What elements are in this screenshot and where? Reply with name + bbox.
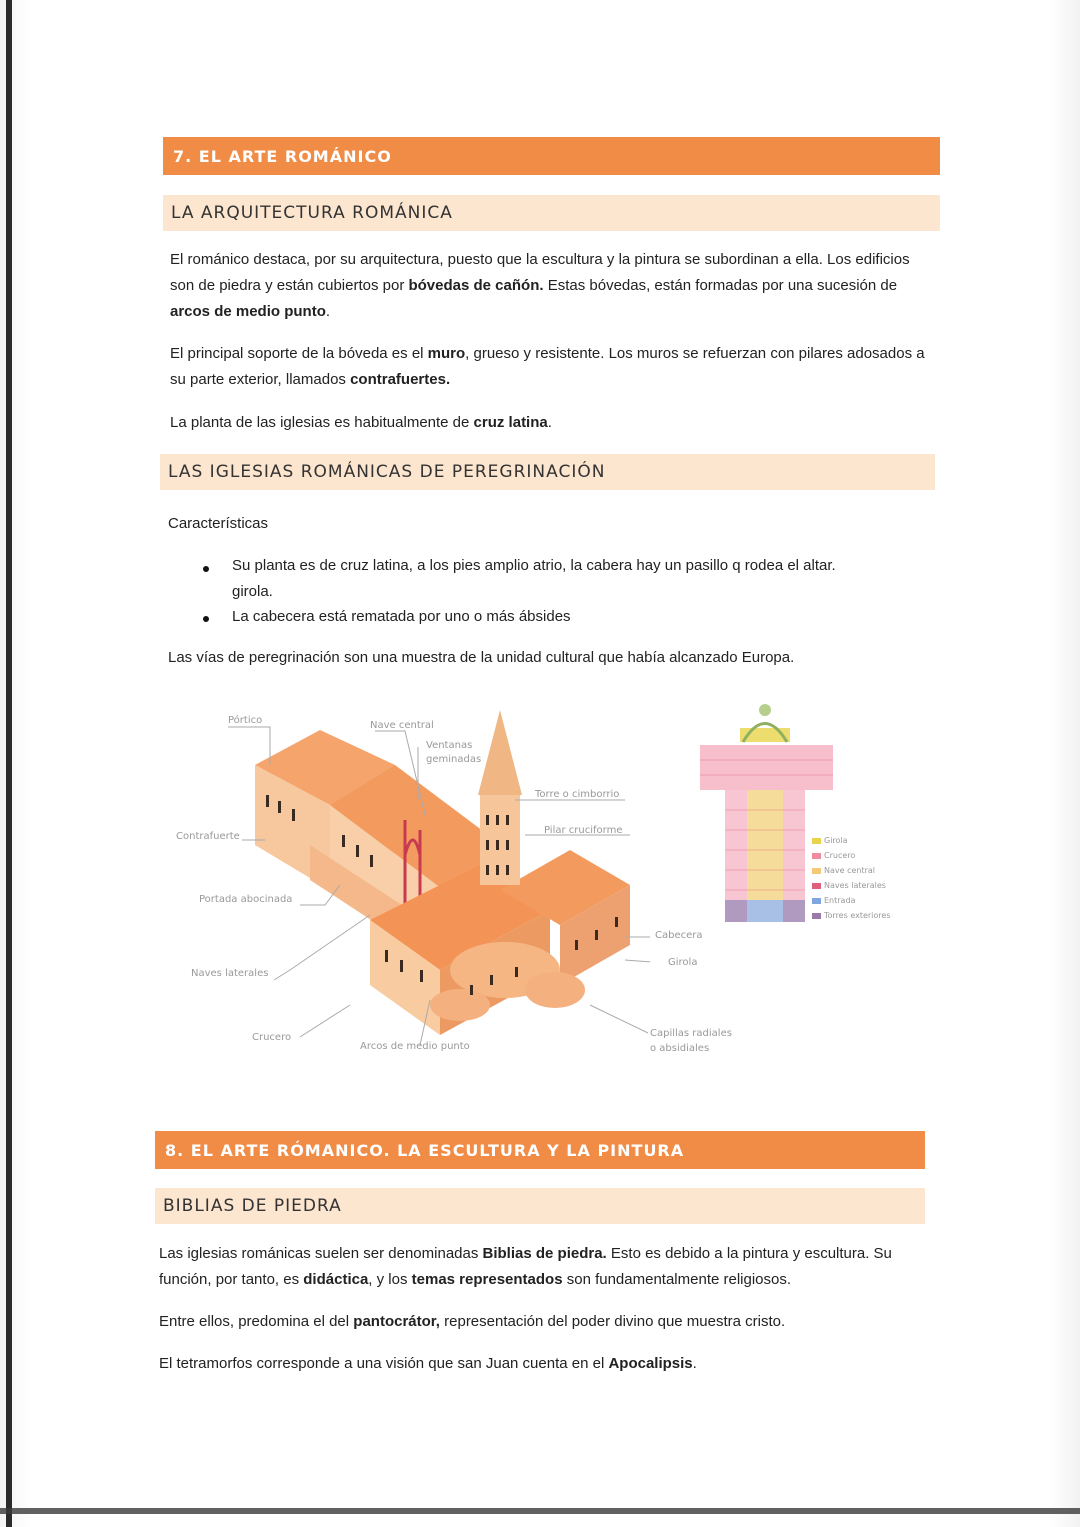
label-girola: Girola (668, 957, 698, 968)
label-cabecera: Cabecera (655, 930, 703, 941)
label-portada: Portada abocinada (199, 894, 293, 905)
legend-item: Crucero (812, 851, 855, 860)
label-contrafuerte: Contrafuerte (176, 831, 240, 842)
paragraph-arquitectura-1: El románico destaca, por su arquitectura, puesto que la escultura y la pintura se subordinan a ella. Los edificios son de piedra y están cubiertos por bóvedas de cañón. Estas bóvedas, están formadas por una sucesión de arcos de medio punto. (170, 251, 910, 320)
bullet-1-line-2: girola. (232, 583, 273, 600)
label-ventanas: Ventanas (426, 740, 473, 751)
paragraph-vias-peregrinacion: Las vías de peregrinación son una muestra de la unidad cultural que había alcanzado Europa. (168, 649, 795, 666)
label-pilar: Pilar cruciforme (544, 825, 623, 836)
paragraph-biblias-1: Las iglesias románicas suelen ser denominadas Biblias de piedra. Esto es debido a la pintura y escultura. Su función, por tanto, es didáctica, y los temas representados son fundamentalmente religiosos. (159, 1245, 892, 1288)
label-crucero: Crucero (252, 1032, 292, 1043)
bullet-1-line-1: Su planta es de cruz latina, a los pies amplio atrio, la cabera hay un pasillo q rodea el altar. (232, 557, 836, 574)
section-8-title: 8. EL ARTE RÓMANICO. LA ESCULTURA Y LA PINTURA (155, 1131, 925, 1169)
legend-item: Torres exteriores (812, 911, 891, 920)
paragraph-biblias-2: Entre ellos, predomina el del pantocrátor, representación del poder divino que muestra cristo. (159, 1313, 786, 1330)
binder-edge (6, 0, 12, 1527)
subsection-arquitectura: LA ARQUITECTURA ROMÁNICA (163, 195, 940, 231)
legend-item: Nave central (812, 866, 875, 875)
bullet-2: La cabecera está rematada por uno o más ábsides (232, 608, 571, 625)
legend-item: Entrada (812, 896, 855, 905)
legend-item: Girola (812, 836, 848, 845)
paragraph-biblias-3: El tetramorfos corresponde a una visión que san Juan cuenta en el Apocalipsis. (159, 1355, 697, 1372)
label-capillas-1: Capillas radiales (650, 1028, 732, 1039)
label-arcos: Arcos de medio punto (360, 1041, 470, 1052)
label-geminadas: geminadas (426, 754, 482, 765)
page-bottom-edge (0, 1508, 1080, 1514)
label-torre: Torre o cimborrio (535, 789, 620, 800)
church-illustration (170, 705, 650, 1065)
label-naves-laterales: Naves laterales (191, 968, 269, 979)
paragraph-arquitectura-2: El principal soporte de la bóveda es el muro, grueso y resistente. Los muros se refuerzan con pilares adosados a su parte exterior, llamados contrafuertes. (170, 345, 925, 388)
caracteristicas-label: Características (168, 515, 269, 532)
subsection-peregrinacion: LAS IGLESIAS ROMÁNICAS DE PEREGRINACIÓN (160, 454, 935, 490)
label-capillas-2: o absidiales (650, 1043, 710, 1054)
paragraph-arquitectura-3: La planta de las iglesias es habitualmente de cruz latina. (170, 414, 552, 431)
bullet-dot (203, 616, 209, 622)
subsection-biblias: BIBLIAS DE PIEDRA (155, 1188, 925, 1224)
section-7-title: 7. EL ARTE ROMÁNICO (163, 137, 940, 175)
label-nave-central: Nave central (370, 720, 434, 731)
label-portico: Pórtico (228, 715, 263, 726)
legend-item: Naves laterales (812, 881, 886, 890)
bullet-dot (203, 566, 209, 572)
